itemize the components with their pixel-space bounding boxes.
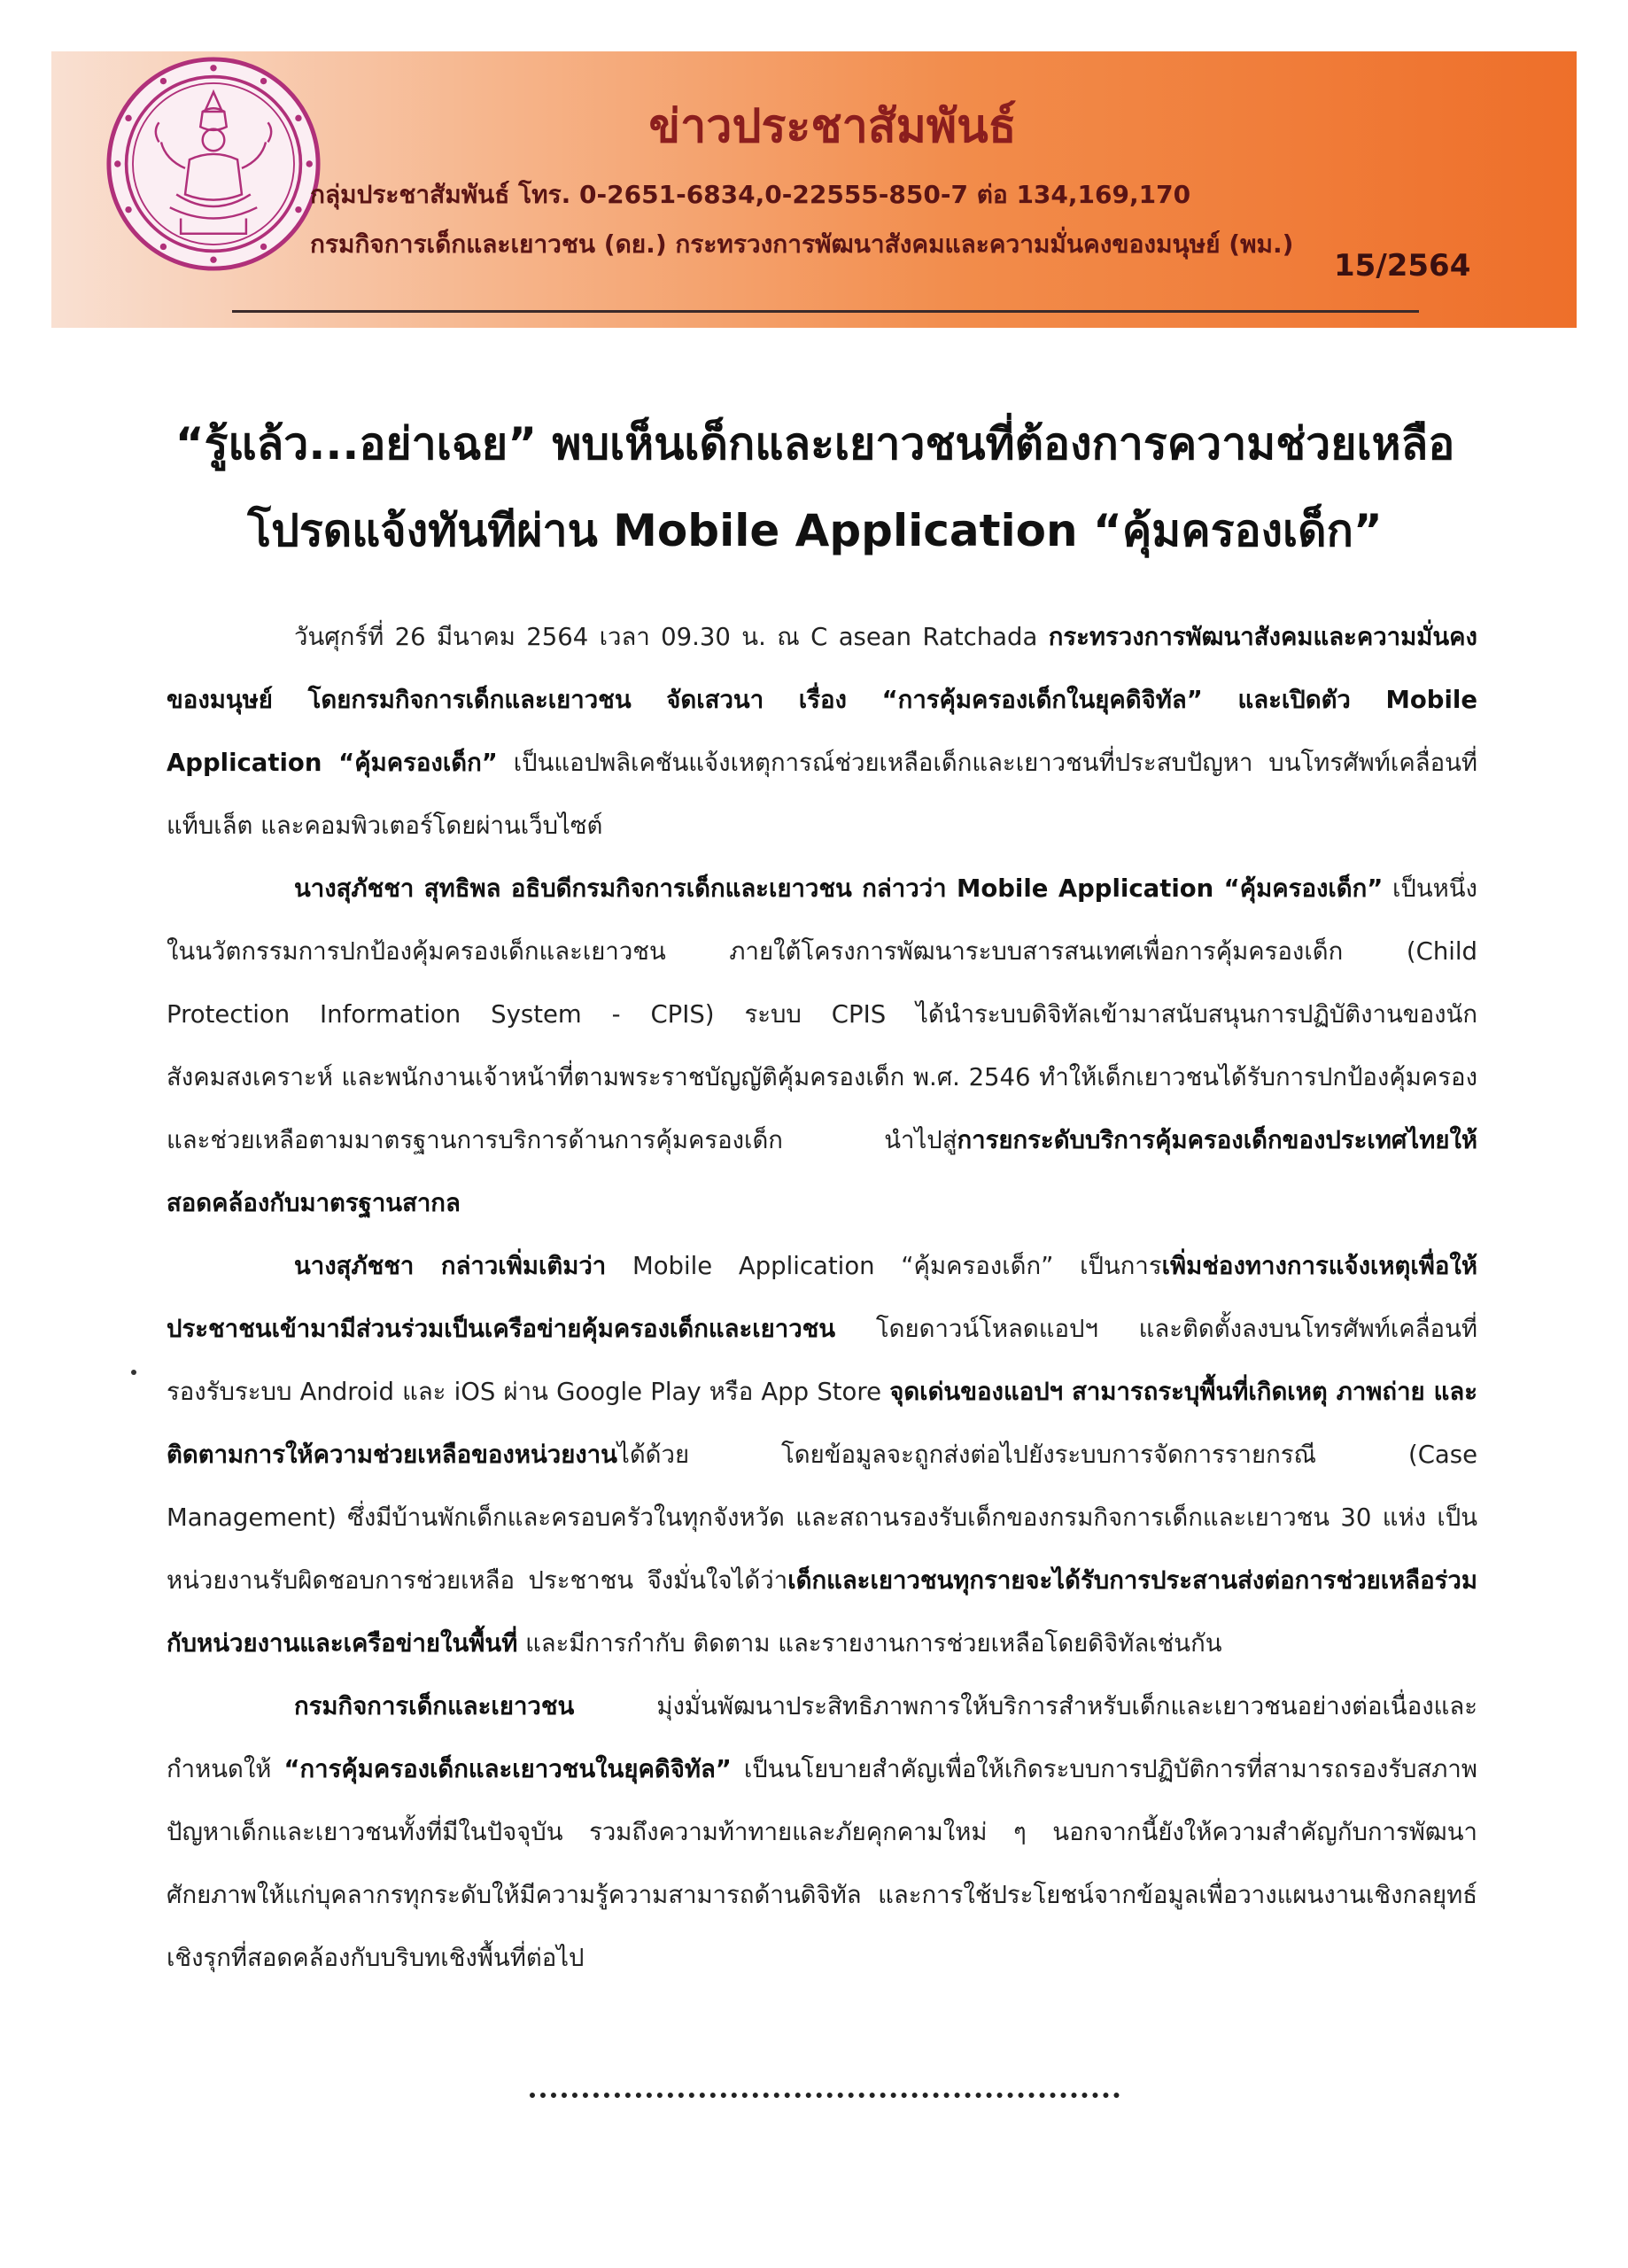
header-title: ข่าวประชาสัมพันธ์ [648,100,1017,153]
header-divider [232,310,1419,313]
paragraph-3-segment-8: และมีการกำกับ ติดตาม และรายงานการช่วยเหลือโดยดิจิทัลเช่นกัน [517,1629,1222,1658]
paragraph-3-segment-5: จุดเด่นของแอปฯ สามารถระบุพื้นที่เกิดเหตุ ภาพถ่าย และติดตามการให้ความช่วยเหลือของหน่วยงาน [167,1378,1477,1469]
paragraph-3-segment-4: โดยดาวน์โหลดแอปฯ และติดตั้งลงบนโทรศัพท์เคลื่อนที่รองรับระบบ Android และ iOS ผ่าน Google Play หรือ App Store [167,1315,1477,1406]
paragraph-4-segment-4: เป็นนโยบายสำคัญเพื่อให้เกิดระบบการปฏิบัติการที่สามารถรองรับสภาพปัญหาเด็กและเยาวชนทั้งที่มีในปัจจุบัน รวมถึงความท้าทายและภัยคุกคามใหม่ ๆ นอกจากนี้ยังให้ความสำคัญกับการพัฒนาศักยภาพให้แก่บุคลากรทุกระดับให้มีความรู้ความสามารถด้านดิจิทัล และการใช้ประโยชน์จากข้อมูลเพื่อวางแผนงานเชิงกลยุทธ์เชิงรุกที่สอดคล้องกับบริบทเชิงพื้นที่ต่อไป [167,1755,1477,1972]
paragraph-4 [167,1675,1477,1990]
paragraph-1-segment-3: เป็นแอปพลิเคชันแจ้งเหตุการณ์ช่วยเหลือเด็กและเยาวชนที่ประสบปัญหา บนโทรศัพท์เคลื่อนที่ แท็บเล็ต และคอมพิวเตอร์โดยผ่านเว็บไซต์ [167,749,1478,840]
ministry-seal-icon [105,55,322,273]
paragraph-2-segment-3: การยกระดับบริการคุ้มครองเด็กของประเทศไทยให้สอดคล้องกับมาตรฐานสากล [167,1126,1477,1217]
paragraph-1-segment-1: วันศุกร์ที่ 26 มีนาคม 2564 เวลา 09.30 น. ณ C asean Ratchada [294,623,1049,651]
paragraph-1-segment-2: กระทรวงการพัฒนาสังคมและความมั่นคงของมนุษย์ โดยกรมกิจการเด็กและเยาวชน จัดเสวนา เรื่อง “การคุ้มครองเด็กในยุคดิจิทัล” และเปิดตัว Mobile Application “คุ้มครองเด็ก” [167,623,1477,777]
paragraph-3-segment-3: เพิ่มช่องทางการแจ้งเหตุเพื่อให้ประชาชนเข้ามามีส่วนร่วมเป็นเครือข่ายคุ้มครองเด็กและเยาวชน [167,1252,1477,1343]
paragraph-3-segment-7: เด็กและเยาวชนทุกรายจะได้รับการประสานส่งต่อการช่วยเหลือร่วมกับหน่วยงานและเครือข่ายในพื้นที่ [167,1566,1477,1658]
paragraph-2 [167,858,1477,1235]
paragraph-2-segment-2: เป็นหนึ่งในนวัตกรรมการปกป้องคุ้มครองเด็กและเยาวชน ภายใต้โครงการพัฒนาระบบสารสนเทศเพื่อการคุ้มครองเด็ก (Child Protection Information System - CPIS) ระบบ CPIS ได้นำระบบดิจิทัลเข้ามาสนับสนุนการปฏิบัติงานของนักสังคมสงเคราะห์ และพนักงานเจ้าหน้าที่ตามพระราชบัญญัติคุ้มครองเด็ก พ.ศ. 2546 ทำให้เด็กเยาวชนได้รับการปกป้องคุ้มครองและช่วยเหลือตามมาตรฐานการบริการด้านการคุ้มครองเด็ก นำไปสู่ [167,874,1477,1154]
paragraph-4-segment-3: “การคุ้มครองเด็กและเยาวชนในยุคดิจิทัล” [283,1755,732,1783]
paragraph-3-segment-6: ได้ด้วย โดยข้อมูลจะถูกส่งต่อไปยังระบบการจัดการรายกรณี (Case Management) ซึ่งมีบ้านพักเด็กและครอบครัวในทุกจังหวัด และสถานรองรับเด็กของกรมกิจการเด็กและเยาวชน 30 แห่ง เป็นหน่วยงานรับผิดชอบการช่วยเหลือ ประชาชน จึงมั่นใจได้ว่า [167,1441,1477,1595]
headline-line-2: โปรดแจ้งทันทีผ่าน Mobile Application “คุ้มครองเด็ก” [247,505,1383,556]
article-body [167,606,1477,1990]
headline-line-1: “รู้แล้ว...อย่าเฉย” พบเห็นเด็กและเยาวชนที่ต้องการความช่วยเหลือ [174,418,1455,470]
margin-dot [131,1370,136,1375]
paragraph-2-segment-1: นางสุภัชชา สุทธิพล อธิบดีกรมกิจการเด็กและเยาวชน กล่าวว่า Mobile Application “คุ้มครองเด็ก” [294,874,1384,903]
release-number: 15/2564 [1334,248,1471,284]
paragraph-3-segment-2: Mobile Application “คุ้มครองเด็ก” เป็นการ [606,1252,1162,1280]
contact-line: กลุ่มประชาสัมพันธ์ โทร. 0-2651-6834,0-22555-850-7 ต่อ 134,169,170 [310,180,1191,209]
department-line: กรมกิจการเด็กและเยาวชน (ดย.) กระทรวงการพัฒนาสังคมและความมั่นคงของมนุษย์ (พม.) [310,229,1294,259]
paragraph-1 [167,606,1477,858]
paragraph-4-segment-1: กรมกิจการเด็กและเยาวชน [294,1692,575,1720]
paragraph-3 [167,1235,1477,1675]
end-dotted-line [530,2085,1120,2098]
paragraph-4-segment-2: มุ่งมั่นพัฒนาประสิทธิภาพการให้บริการสำหรับเด็กและเยาวชนอย่างต่อเนื่องและกำหนดให้ [167,1692,1477,1783]
paragraph-3-segment-1: นางสุภัชชา กล่าวเพิ่มเติมว่า [294,1252,607,1280]
